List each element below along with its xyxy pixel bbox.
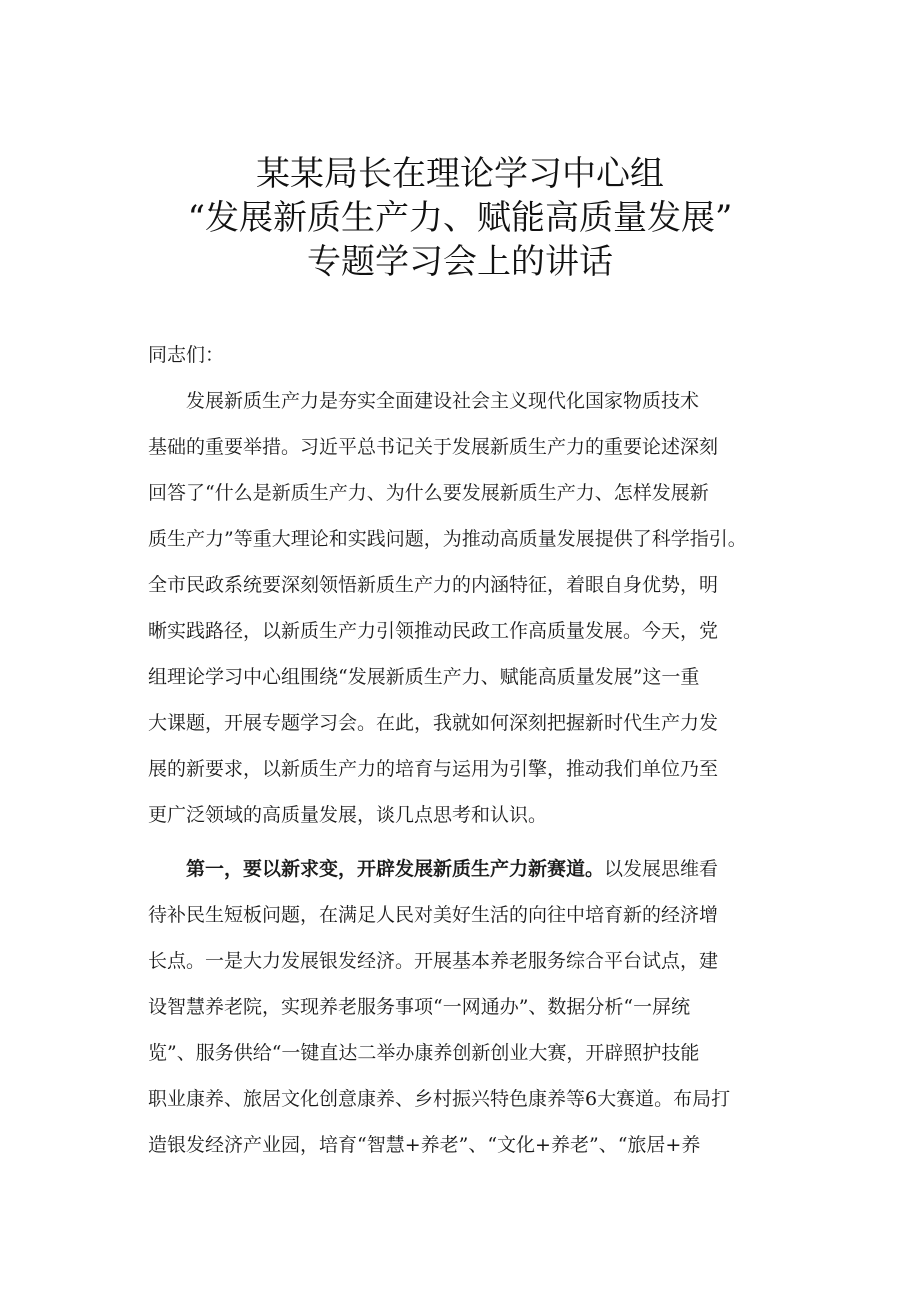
- paragraph-line: 展的新要求，以新质生产力的培育与运用为引擎，推动我们单位乃至: [148, 758, 719, 780]
- paragraph-line: 大课题，开展专题学习会。在此，我就如何深刻把握新时代生产力发: [148, 712, 719, 734]
- heading-continuation: 以发展思维看: [604, 858, 719, 880]
- paragraph-line: 晰实践路径，以新质生产力引领推动民政工作高质量发展。今天，党: [148, 620, 719, 642]
- paragraph-line: 览”、服务供给“一键直达二举办康养创新创业大赛，开辟照护技能: [148, 1042, 700, 1064]
- title-line-1: 某某局长在理论学习中心组: [256, 154, 664, 194]
- paragraph-line: 基础的重要举措。习近平总书记关于发展新质生产力的重要论述深刻: [148, 436, 719, 458]
- paragraph-line: 全市民政系统要深刻领悟新质生产力的内涵特征，着眼自身优势，明: [148, 574, 719, 596]
- paragraph-line: 长点。一是大力发展银发经济。开展基本养老服务综合平台试点，建: [148, 950, 719, 972]
- paragraph-first-point: [148, 846, 808, 1168]
- paragraph-line: [148, 846, 808, 892]
- title-line-2: “发展新质生产力、赋能高质量发展”: [187, 198, 733, 238]
- document-body: [148, 332, 808, 1168]
- section-heading: 第一，要以新求变，开辟发展新质生产力新赛道。: [186, 858, 605, 880]
- greeting: 同志们：: [148, 344, 225, 366]
- paragraph-intro: [148, 378, 808, 838]
- paragraph-line: 质生产力”等重大理论和实践问题，为推动高质量发展提供了科学指引。: [148, 528, 747, 550]
- paragraph-line: 发展新质生产力是夯实全面建设社会主义现代化国家物质技术: [186, 390, 700, 412]
- paragraph-gap: [148, 838, 808, 846]
- paragraph-line: 更广泛领域的高质量发展，谈几点思考和认识。: [148, 804, 548, 826]
- document-title: [120, 152, 800, 284]
- paragraph-line: 设智慧养老院，实现养老服务事项“一网通办”、数据分析“一屏统: [148, 996, 691, 1018]
- paragraph-line: 组理论学习中心组围绕“发展新质生产力、赋能高质量发展”这一重: [148, 666, 700, 688]
- title-line-3: 专题学习会上的讲话: [307, 242, 613, 282]
- paragraph-line: 造银发经济产业园，培育“智慧+养老”、“文化+养老”、“旅居+养: [148, 1134, 701, 1156]
- paragraph-line: 待补民生短板问题，在满足人民对美好生活的向往中培育新的经济增: [148, 904, 719, 926]
- paragraph-line: 职业康养、旅居文化创意康养、乡村振兴特色康养等6大赛道。布局打: [148, 1088, 731, 1110]
- paragraph-line: 回答了“什么是新质生产力、为什么要发展新质生产力、怎样发展新: [148, 482, 709, 504]
